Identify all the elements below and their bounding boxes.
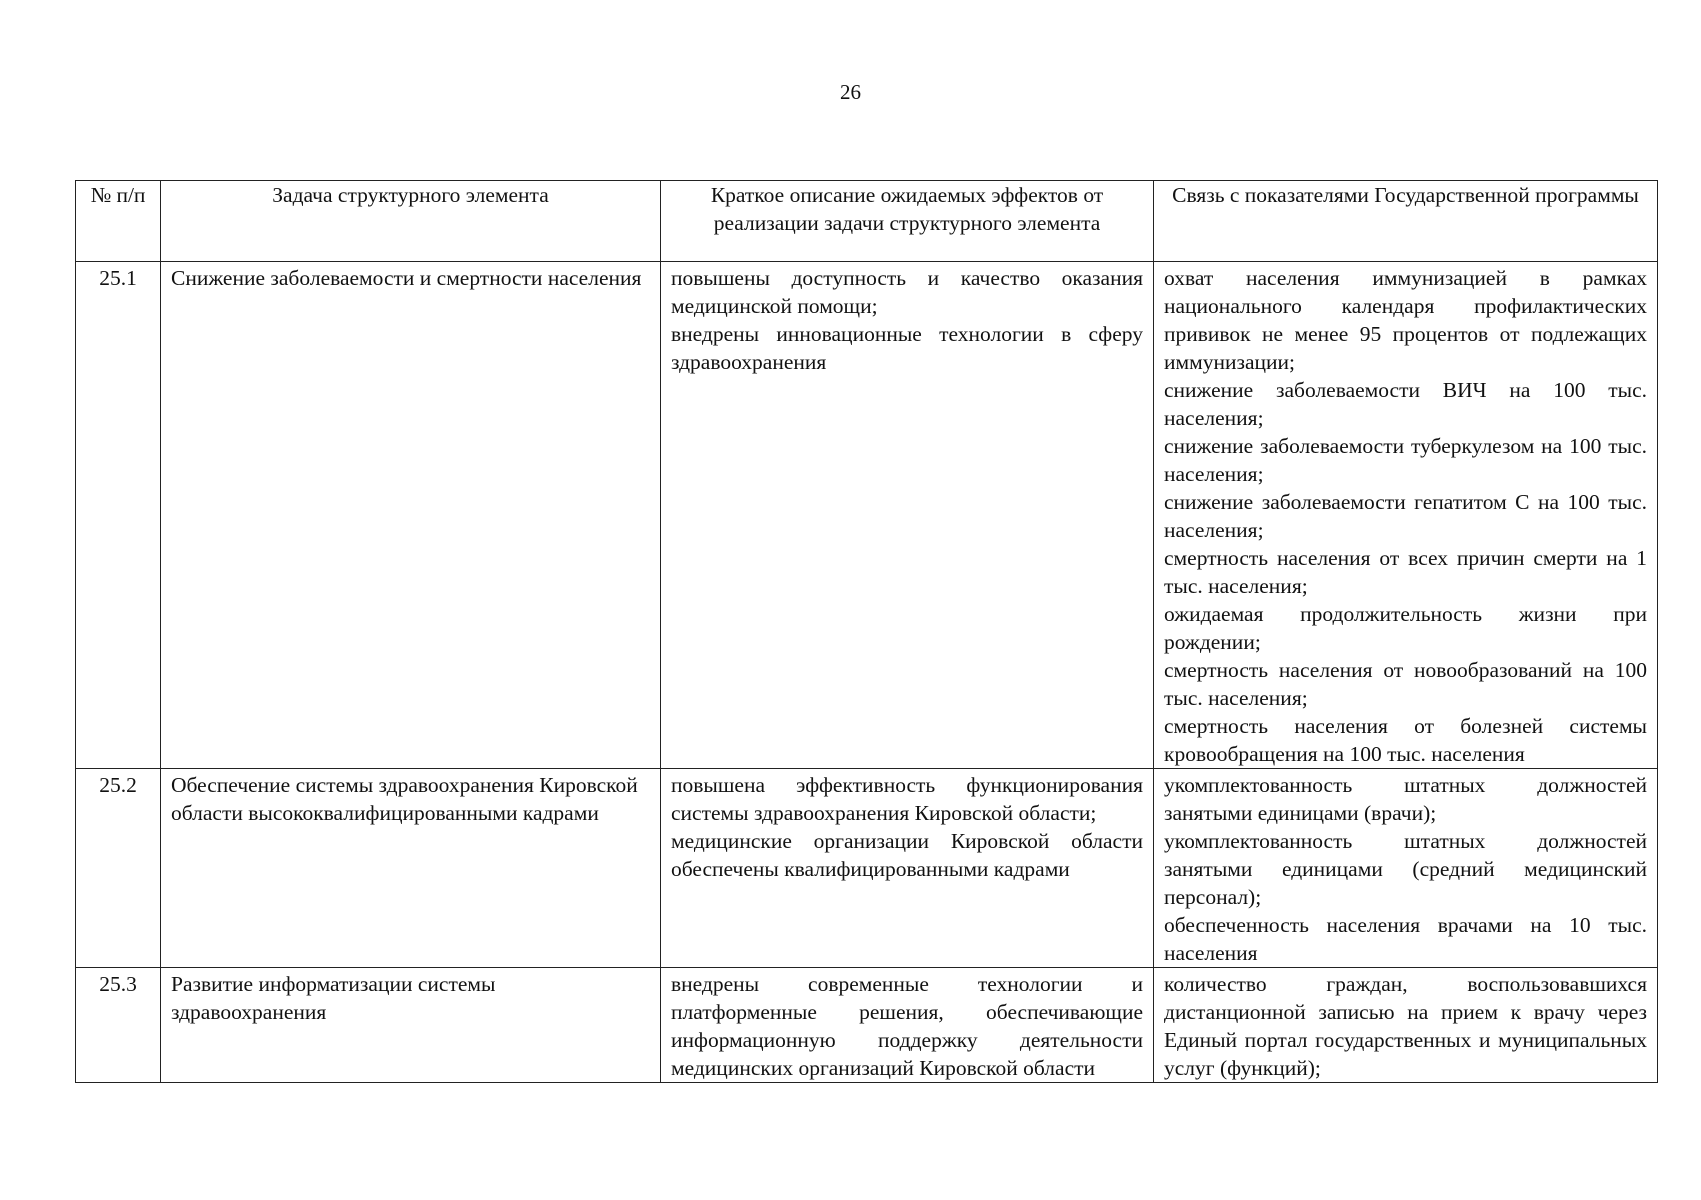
table-row (76, 968, 1658, 1083)
header-effect: Краткое описание ожидаемых эффектов от реализации задачи структурного элемента (661, 181, 1154, 262)
indicator-cell (1154, 769, 1658, 968)
indicator-item: смертность населения от всех причин смерти на 1 тыс. населения; (1164, 546, 1647, 598)
indicator-item: укомплектованность штатных должностей занятыми единицами (врачи); (1164, 773, 1647, 825)
effect-item: медицинские организации Кировской области обеспечены квалифицированными кадрами (671, 829, 1143, 881)
effect-cell (661, 968, 1154, 1083)
page-number: 26 (840, 80, 861, 104)
effect-item: повышены доступность и качество оказания медицинской помощи; (671, 266, 1143, 318)
indicator-item: укомплектованность штатных должностей занятыми единицами (средний медицинский персонал); (1164, 829, 1647, 909)
indicator-item: снижение заболеваемости гепатитом С на 100 тыс. населения; (1164, 490, 1647, 542)
effect-cell (661, 262, 1154, 769)
structural-element-table (75, 180, 1658, 1083)
table-header-row (76, 181, 1658, 262)
row-number: 25.2 (76, 769, 161, 968)
header-task: Задача структурного элемента (161, 181, 661, 262)
effect-cell (661, 769, 1154, 968)
table-row (76, 262, 1658, 769)
row-number: 25.3 (76, 968, 161, 1083)
task-cell: Снижение заболеваемости и смертности населения (161, 262, 661, 769)
task-cell: Развитие информатизации системы здравоохранения (161, 968, 661, 1083)
indicator-item: смертность населения от болезней системы кровообращения на 100 тыс. населения (1164, 714, 1647, 766)
table-row (76, 769, 1658, 968)
row-number: 25.1 (76, 262, 161, 769)
indicator-item: количество граждан, воспользовавшихся дистанционной записью на прием к врачу через Единый портал государственных и муниципальных услуг (функций); (1164, 972, 1647, 1080)
effect-item: повышена эффективность функционирования системы здравоохранения Кировской области; (671, 773, 1143, 825)
header-link: Связь с показателями Государственной программы (1154, 181, 1658, 262)
task-cell: Обеспечение системы здравоохранения Кировской области высококвалифицированными кадрами (161, 769, 661, 968)
indicator-cell (1154, 968, 1658, 1083)
effect-item: внедрены современные технологии и платформенные решения, обеспечивающие информационную поддержку деятельности медицинских организаций Кировской области (671, 972, 1143, 1080)
indicator-cell (1154, 262, 1658, 769)
indicator-item: снижение заболеваемости туберкулезом на 100 тыс. населения; (1164, 434, 1647, 486)
indicator-item: обеспеченность населения врачами на 10 тыс. населения (1164, 913, 1647, 965)
indicator-item: охват населения иммунизацией в рамках национального календаря профилактических прививок не менее 95 процентов от подлежащих иммунизации; (1164, 266, 1647, 374)
indicator-item: снижение заболеваемости ВИЧ на 100 тыс. населения; (1164, 378, 1647, 430)
effect-item: внедрены инновационные технологии в сферу здравоохранения (671, 322, 1143, 374)
indicator-item: ожидаемая продолжительность жизни при рождении; (1164, 602, 1647, 654)
indicator-item: смертность населения от новообразований на 100 тыс. населения; (1164, 658, 1647, 710)
header-num: № п/п (76, 181, 161, 262)
